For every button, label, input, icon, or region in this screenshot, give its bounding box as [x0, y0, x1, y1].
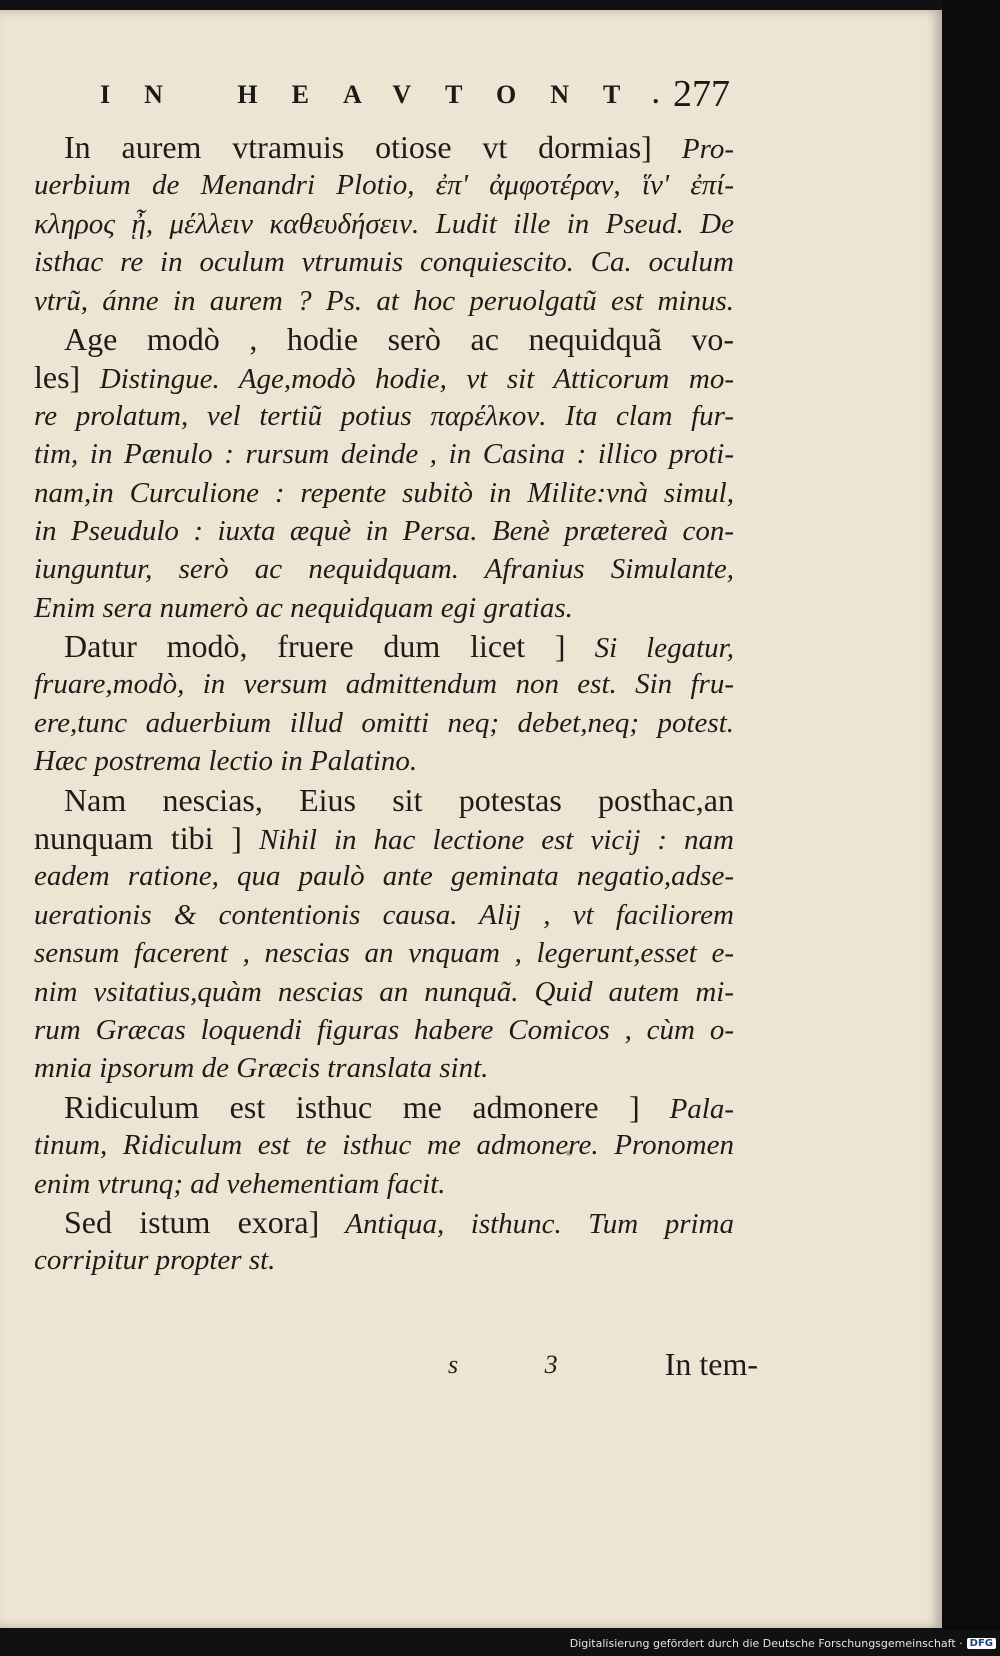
signature-mark: s 3 [448, 1350, 598, 1379]
commentary-italic: tim, in Pænulo : rursum deinde , in Casina : illico proti- [34, 438, 734, 471]
lemma-text: Datur modò, fruere dum licet ] [64, 628, 566, 665]
commentary-italic: Si legatur, [565, 632, 734, 665]
commentary-italic: Nihil in hac lectione est vicij : nam [241, 824, 734, 857]
scan-dark-edge [942, 0, 1000, 1630]
commentary-italic: sensum facerent , nescias an vnquam , legerunt,esset e- [34, 937, 734, 970]
lemma-text: nunquam tibi ] [34, 820, 242, 857]
text-line [34, 205, 734, 243]
text-line [34, 857, 734, 895]
commentary-italic: ere,tunc aduerbium illud omitti neq; debet,neq; potest. [34, 706, 734, 739]
commentary-italic: Hæc postrema lectio in Palatino. [34, 745, 418, 778]
text-line [34, 1011, 734, 1049]
text-line [34, 934, 734, 972]
lemma-text: Age modò , hodie serò ac nequidquã vo- [64, 320, 734, 357]
text-line [34, 358, 734, 396]
commentary-italic: iunguntur, serò ac nequidquam. Afranius Simulante, [34, 553, 734, 586]
text-line [34, 243, 734, 281]
text-line [34, 627, 734, 665]
commentary-italic: Pro- [651, 133, 734, 165]
text-line [34, 1241, 734, 1279]
commentary-italic: re prolatum, vel tertiũ potius παρέλκον. Ita clam fur- [34, 399, 734, 432]
lemma-text: Ridiculum est isthuc me admonere ] [64, 1088, 640, 1125]
text-line [34, 397, 734, 435]
catchword: In tem- [664, 1346, 758, 1382]
text-line [34, 665, 734, 703]
text-line [34, 282, 734, 320]
text-line [34, 128, 734, 166]
commentary-text [34, 128, 734, 1280]
commentary-italic: tinum, Ridiculum est te isthuc me admonere. Pronomen [34, 1129, 734, 1162]
text-line [34, 1126, 734, 1164]
text-line [34, 512, 734, 550]
commentary-italic: enim vtrunq; ad vehementiam facit. [34, 1167, 446, 1200]
commentary-italic: eadem ratione, qua paulò ante geminata negatio,adse- [34, 860, 734, 893]
text-line [34, 1203, 734, 1241]
ink-speck [566, 1150, 572, 1156]
commentary-italic: in Pseudulo : iuxta æquè in Persa. Benè prætereà con- [34, 514, 734, 547]
lemma-text: Sed istum exora] [64, 1203, 320, 1240]
text-line [34, 1165, 734, 1203]
lemma-text: In aurem vtramuis otiose vt dormias] [64, 129, 652, 165]
commentary-italic: rum Græcas loquendi figuras habere Comicos , cùm o- [34, 1013, 734, 1046]
lemma-text: Nam nescias, Eius sit potestas posthac,an [64, 781, 734, 818]
book-page [0, 10, 942, 1628]
text-line [34, 781, 734, 819]
commentary-italic: vtrũ, ánne in aurem ? Ps. at hoc peruolgatũ est minus. [34, 284, 734, 317]
dfg-logo: DFG [967, 1638, 996, 1649]
text-line [34, 973, 734, 1011]
credit-text: Digitalisierung gefördert durch die Deutsche Forschungsgemeinschaft · [569, 1636, 963, 1650]
commentary-italic: Pala- [639, 1092, 734, 1125]
commentary-italic: fruare,modò, in versum admittendum non est. Sin fru- [34, 668, 734, 701]
running-head: IN HEAVTONT. [100, 80, 693, 109]
page-footer-marks [428, 1346, 758, 1390]
text-line [34, 550, 734, 588]
commentary-italic: nam,in Curculione : repente subitò in Milite:vnà simul, [34, 476, 734, 509]
lemma-text: les] [34, 359, 81, 396]
commentary-italic: Antiqua, isthunc. Tum prima [319, 1207, 734, 1240]
commentary-italic: κληρος ᾖ, μέλλειν καθευδήσειν. Ludit ille in Pseud. De [34, 207, 734, 240]
text-line [34, 1049, 734, 1087]
text-line [34, 166, 734, 204]
text-line [34, 819, 734, 857]
text-line [34, 589, 734, 627]
digitization-credit [570, 1633, 996, 1653]
text-line [34, 704, 734, 742]
commentary-italic: Enim sera numerò ac nequidquam egi gratias. [34, 591, 573, 624]
text-line [34, 896, 734, 934]
commentary-italic: nim vsitatius,quàm nescias an nunquã. Quid autem mi- [34, 975, 734, 1008]
text-line [34, 435, 734, 473]
text-line [34, 1088, 734, 1126]
commentary-italic: corripitur propter st. [34, 1244, 276, 1277]
commentary-italic: mnia ipsorum de Græcis translata sint. [34, 1052, 489, 1085]
page-number: 277 [673, 73, 730, 115]
text-line [34, 742, 734, 780]
commentary-italic: Distingue. Age,modò hodie, vt sit Atticorum mo- [80, 363, 734, 396]
text-line [34, 320, 734, 358]
commentary-italic: uerbium de Menandri Plotio, ἐπ' ἀμφοτέραν, ἵν' ἐπί- [34, 169, 734, 202]
commentary-italic: isthac re in oculum vtrumuis conquiescito. Ca. oculum [34, 246, 734, 279]
commentary-italic: uerationis & contentionis causa. Alij , vt faciliorem [34, 898, 734, 931]
text-line [34, 474, 734, 512]
page-header [100, 72, 730, 122]
